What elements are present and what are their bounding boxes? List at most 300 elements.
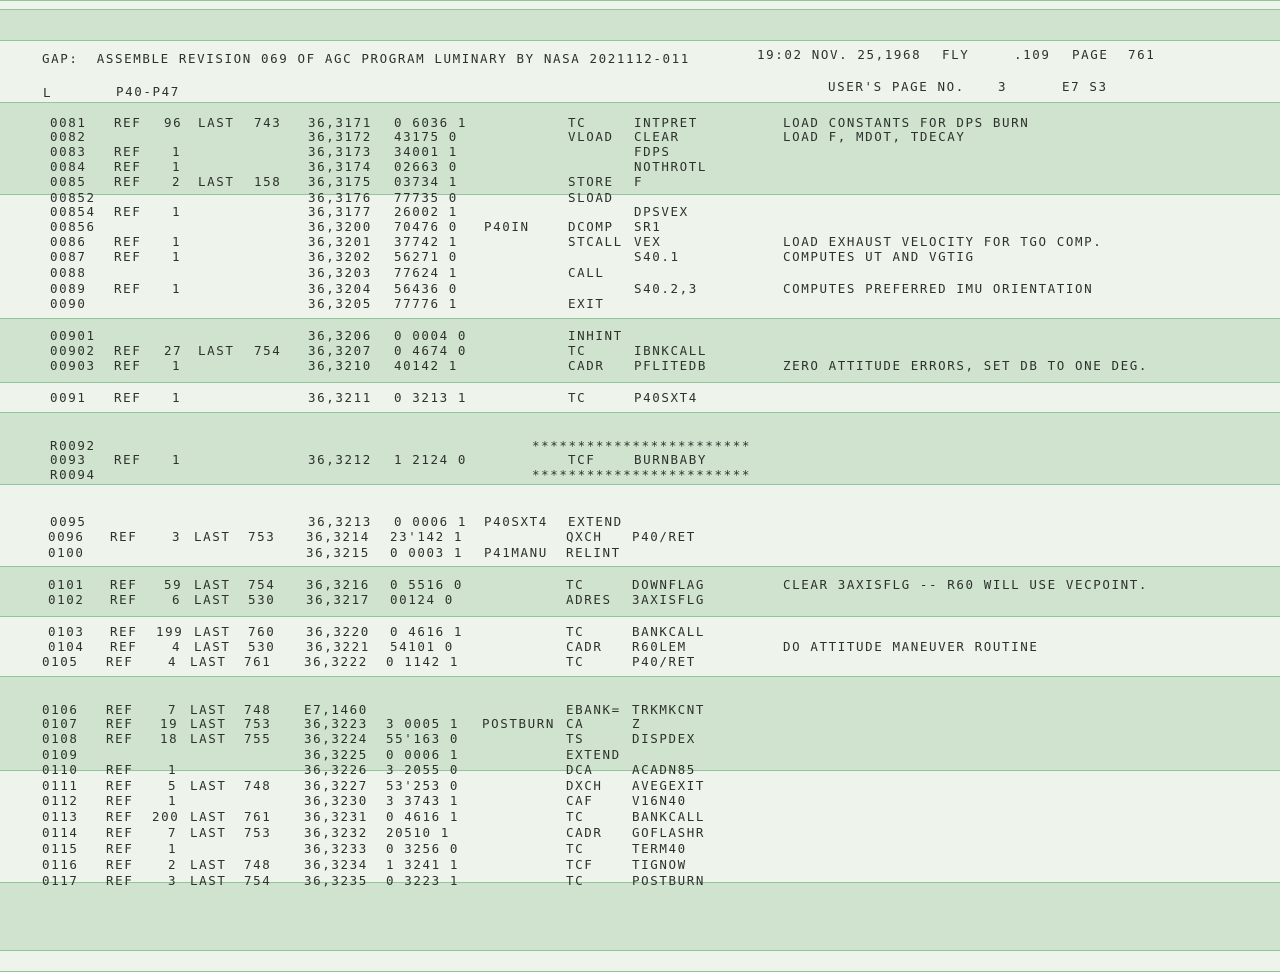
line-number: 0095 [50,514,87,529]
ref-count: 59 [164,577,183,592]
octal-word: 0 4616 1 [386,809,460,824]
last-page: 761 [244,654,272,669]
line-number: 0106 [42,702,79,717]
opcode: TC [568,115,587,130]
paper-band [0,882,1280,951]
last-page: 760 [248,624,276,639]
opcode: DCOMP [568,219,614,234]
ref-tag: REF [114,249,142,264]
operand: NOTHROTL [634,159,708,174]
operand: P40/RET [632,654,696,669]
page-label: PAGE [1072,47,1109,62]
ref-count: 1 [172,358,182,373]
ref-count: 3 [168,873,178,888]
ref-tag: REF [106,873,134,888]
last-page: 748 [244,778,272,793]
address: E7,1460 [304,702,368,717]
address: 36,3205 [308,296,372,311]
opcode: VLOAD [568,129,614,144]
octal-word: 0 4616 1 [390,624,464,639]
line-number: 00856 [50,219,96,234]
opcode: CADR [568,358,605,373]
line-number: 0116 [42,857,79,872]
line-number: 00903 [50,358,96,373]
line-number: 0108 [42,731,79,746]
comment: COMPUTES PREFERRED IMU ORIENTATION [783,281,1094,296]
address: 36,3235 [304,873,368,888]
ref-count: 18 [160,731,179,746]
address: 36,3212 [308,452,372,467]
line-number: 0096 [48,529,85,544]
line-number: 0110 [42,762,79,777]
address: 36,3227 [304,778,368,793]
line-number: 0089 [50,281,87,296]
ref-tag: REF [114,144,142,159]
octal-word: 3 3743 1 [386,793,460,808]
ref-count: 5 [168,778,178,793]
assembly-title: GAP: ASSEMBLE REVISION 069 OF AGC PROGRAM LUMINARY BY NASA 2021112-011 [42,51,690,66]
page-number: 761 [1128,47,1156,62]
ref-count: 27 [164,343,183,358]
octal-word: 00124 0 [390,592,454,607]
octal-word: 56271 0 [394,249,458,264]
address: 36,3234 [304,857,368,872]
octal-word: 0 5516 0 [390,577,464,592]
ref-tag: REF [110,592,138,607]
ref-tag: REF [106,793,134,808]
operand: F [634,174,644,189]
line-number: 0090 [50,296,87,311]
last-page: 754 [244,873,272,888]
octal-word: 0 0006 1 [386,747,460,762]
line-number: 0107 [42,716,79,731]
ref-tag: REF [114,452,142,467]
ref-count: 1 [168,841,178,856]
opcode: CADR [566,639,603,654]
octal-word: 0 6036 1 [394,115,468,130]
last-page: 754 [248,577,276,592]
last-tag: LAST [194,624,231,639]
line-number: 00854 [50,204,96,219]
users-page-number: 3 [998,79,1008,94]
octal-word: 70476 0 [394,219,458,234]
operand: R60LEM [632,639,687,654]
ref-count: 4 [168,654,178,669]
line-number: 0103 [48,624,85,639]
operand: BANKCALL [632,809,706,824]
address: 36,3211 [308,390,372,405]
octal-word: 3 0005 1 [386,716,460,731]
last-tag: LAST [190,809,227,824]
address: 36,3222 [304,654,368,669]
line-number: 0091 [50,390,87,405]
address: 36,3201 [308,234,372,249]
operand: DPSVEX [634,204,689,219]
ref-count: 1 [172,390,182,405]
address: 36,3220 [306,624,370,639]
line-number: 0112 [42,793,79,808]
ref-tag: REF [110,577,138,592]
octal-word: 77624 1 [394,265,458,280]
address: 36,3202 [308,249,372,264]
operand: S40.2,3 [634,281,698,296]
line-number: 0082 [50,129,87,144]
operand: FDPS [634,144,671,159]
opcode: CA [566,716,585,731]
line-number: 0084 [50,159,87,174]
last-tag: LAST [190,731,227,746]
octal-word: 23'142 1 [390,529,464,544]
address: 36,3231 [304,809,368,824]
opcode: SLOAD [568,190,614,205]
opcode: RELINT [566,545,621,560]
ref-tag: REF [114,281,142,296]
ref-tag: REF [106,778,134,793]
last-tag: LAST [194,577,231,592]
octal-word: 77735 0 [394,190,458,205]
line-number: 00852 [50,190,96,205]
ref-count: 1 [168,793,178,808]
line-number: 0083 [50,144,87,159]
opcode: CALL [568,265,605,280]
line-number: 0104 [48,639,85,654]
opcode: TC [566,873,585,888]
comment: CLEAR 3AXISFLG -- R60 WILL USE VECPOINT. [783,577,1149,592]
octal-word: 55'163 0 [386,731,460,746]
octal-word: 37742 1 [394,234,458,249]
ref-count: 1 [172,234,182,249]
line-number: 0086 [50,234,87,249]
line-number: 00901 [50,328,96,343]
octal-word: 02663 0 [394,159,458,174]
comment: ZERO ATTITUDE ERRORS, SET DB TO ONE DEG. [783,358,1149,373]
last-tag: LAST [194,639,231,654]
operand: CLEAR [634,129,680,144]
line-number: 0111 [42,778,79,793]
address: 36,3224 [304,731,368,746]
last-tag: LAST [190,857,227,872]
opcode: TC [566,577,585,592]
opcode: STORE [568,174,614,189]
last-page: 530 [248,639,276,654]
opcode: CAF [566,793,594,808]
operand: IBNKCALL [634,343,708,358]
comment: LOAD CONSTANTS FOR DPS BURN [783,115,1030,130]
label: POSTBURN [482,716,556,731]
opcode: EXTEND [566,747,621,762]
last-tag: LAST [198,343,235,358]
line-number: 0100 [48,545,85,560]
opcode: ************************ [532,467,752,482]
octal-word: 26002 1 [394,204,458,219]
ref-count: 1 [172,159,182,174]
paper-band [0,9,1280,41]
octal-word: 43175 0 [394,129,458,144]
operand: PFLITEDB [634,358,708,373]
ref-tag: REF [114,358,142,373]
address: 36,3221 [306,639,370,654]
opcode: TC [566,624,585,639]
address: 36,3206 [308,328,372,343]
operand: S40.1 [634,249,680,264]
last-tag: LAST [198,115,235,130]
operand: P40/RET [632,529,696,544]
address: 36,3215 [306,545,370,560]
opcode: TC [566,654,585,669]
operand: Z [632,716,642,731]
opcode: QXCH [566,529,603,544]
last-tag: LAST [194,529,231,544]
opcode: EXTEND [568,514,623,529]
octal-word: 20510 1 [386,825,450,840]
opcode: ************************ [532,438,752,453]
last-page: 754 [254,343,282,358]
code-label: .109 [1014,47,1051,62]
operand: DISPDEX [632,731,696,746]
users-page-label: USER'S PAGE NO. [828,79,965,94]
comment: DO ATTITUDE MANEUVER ROUTINE [783,639,1039,654]
address: 36,3225 [304,747,368,762]
last-tag: LAST [190,778,227,793]
ref-tag: REF [106,857,134,872]
ref-tag: REF [114,159,142,174]
address: 36,3214 [306,529,370,544]
ref-tag: REF [106,825,134,840]
address: 36,3175 [308,174,372,189]
opcode: EBANK= [566,702,621,717]
line-number: 0117 [42,873,79,888]
ref-tag: REF [114,204,142,219]
last-tag: LAST [194,592,231,607]
address: 36,3217 [306,592,370,607]
last-page: 753 [244,716,272,731]
last-tag: LAST [190,716,227,731]
line-number: 0102 [48,592,85,607]
bank-tags: E7 S3 [1062,79,1108,94]
ref-count: 2 [172,174,182,189]
ref-tag: REF [114,234,142,249]
octal-word: 0 0006 1 [394,514,468,529]
ref-tag: REF [106,762,134,777]
last-page: 743 [254,115,282,130]
octal-word: 0 1142 1 [386,654,460,669]
label: P40IN [484,219,530,234]
last-tag: LAST [190,654,227,669]
ref-count: 19 [160,716,179,731]
assembly-datetime: 19:02 NOV. 25,1968 [757,47,922,62]
line-number: 0085 [50,174,87,189]
opcode: TC [568,343,587,358]
line-number: 0113 [42,809,79,824]
opcode: DXCH [566,778,603,793]
line-number: 0101 [48,577,85,592]
ref-count: 1 [172,144,182,159]
ref-tag: REF [110,639,138,654]
octal-word: 0 3223 1 [386,873,460,888]
ref-tag: REF [106,716,134,731]
operand: BURNBABY [634,452,708,467]
opcode: TC [568,390,587,405]
octal-word: 77776 1 [394,296,458,311]
operand: P40SXT4 [634,390,698,405]
paper-band [0,950,1280,972]
ref-tag: REF [114,390,142,405]
last-page: 158 [254,174,282,189]
ref-count: 7 [168,825,178,840]
address: 36,3204 [308,281,372,296]
operand: AVEGEXIT [632,778,706,793]
address: 36,3200 [308,219,372,234]
address: 36,3203 [308,265,372,280]
opcode: TS [566,731,585,746]
octal-word: 54101 0 [390,639,454,654]
last-page: 761 [244,809,272,824]
last-tag: LAST [190,873,227,888]
line-number: 0081 [50,115,87,130]
ref-count: 96 [164,115,183,130]
last-page: 748 [244,702,272,717]
opcode: INHINT [568,328,623,343]
operand: TRKMKCNT [632,702,706,717]
line-number: R0094 [50,467,96,482]
ref-count: 200 [152,809,180,824]
address: 36,3226 [304,762,368,777]
operand: SR1 [634,219,662,234]
opcode: TC [566,841,585,856]
ref-count: 1 [172,452,182,467]
last-tag: LAST [198,174,235,189]
line-number: 0114 [42,825,79,840]
section-label: P40-P47 [116,84,180,99]
last-page: 753 [248,529,276,544]
comment: LOAD EXHAUST VELOCITY FOR TGO COMP. [783,234,1103,249]
line-number: 0088 [50,265,87,280]
address: 36,3176 [308,190,372,205]
address: 36,3172 [308,129,372,144]
last-tag: LAST [190,702,227,717]
operand: TERM40 [632,841,687,856]
octal-word: 40142 1 [394,358,458,373]
ref-tag: REF [106,731,134,746]
operand: BANKCALL [632,624,706,639]
opcode: TCF [566,857,594,872]
octal-word: 0 3213 1 [394,390,468,405]
ref-count: 1 [172,204,182,219]
ref-tag: REF [106,809,134,824]
opcode: ADRES [566,592,612,607]
octal-word: 0 3256 0 [386,841,460,856]
ref-count: 1 [168,762,178,777]
address: 36,3174 [308,159,372,174]
line-number: 00902 [50,343,96,358]
opcode: CADR [566,825,603,840]
octal-word: 3 2055 0 [386,762,460,777]
line-number: 0109 [42,747,79,762]
address: 36,3177 [308,204,372,219]
octal-word: 0 0004 0 [394,328,468,343]
opcode: DCA [566,762,594,777]
ref-tag: REF [114,115,142,130]
ref-tag: REF [106,654,134,669]
label: P41MANU [484,545,548,560]
label: P40SXT4 [484,514,548,529]
operand: GOFLASHR [632,825,706,840]
ref-tag: REF [106,841,134,856]
operand: POSTBURN [632,873,706,888]
opcode: STCALL [568,234,623,249]
operand: V16N40 [632,793,687,808]
operand: INTPRET [634,115,698,130]
operand: VEX [634,234,662,249]
line-number: 0093 [50,452,87,467]
address: 36,3210 [308,358,372,373]
ref-count: 1 [172,281,182,296]
ref-count: 1 [172,249,182,264]
last-page: 748 [244,857,272,872]
last-page: 755 [244,731,272,746]
address: 36,3171 [308,115,372,130]
address: 36,3230 [304,793,368,808]
last-page: 753 [244,825,272,840]
ref-count: 7 [168,702,178,717]
ref-tag: REF [114,343,142,358]
operand: DOWNFLAG [632,577,706,592]
ref-count: 2 [168,857,178,872]
comment: COMPUTES UT AND VGTIG [783,249,975,264]
operand: TIGNOW [632,857,687,872]
octal-word: 34001 1 [394,144,458,159]
octal-word: 56436 0 [394,281,458,296]
line-number: R0092 [50,438,96,453]
address: 36,3213 [308,514,372,529]
last-tag: LAST [190,825,227,840]
line-number: 0087 [50,249,87,264]
opcode: TC [566,809,585,824]
ref-tag: REF [106,702,134,717]
fly-label: FLY [942,47,970,62]
operand: 3AXISFLG [632,592,706,607]
listing-type: L [43,85,53,100]
last-page: 530 [248,592,276,607]
opcode: TCF [568,452,596,467]
ref-tag: REF [110,529,138,544]
address: 36,3207 [308,343,372,358]
line-number: 0105 [42,654,79,669]
paper-band [0,484,1280,567]
opcode: EXIT [568,296,605,311]
ref-count: 3 [172,529,182,544]
octal-word: 1 3241 1 [386,857,460,872]
comment: LOAD F, MDOT, TDECAY [783,129,966,144]
octal-word: 1 2124 0 [394,452,468,467]
ref-tag: REF [114,174,142,189]
ref-count: 6 [172,592,182,607]
address: 36,3173 [308,144,372,159]
address: 36,3233 [304,841,368,856]
octal-word: 03734 1 [394,174,458,189]
octal-word: 53'253 0 [386,778,460,793]
address: 36,3232 [304,825,368,840]
operand: ACADN85 [632,762,696,777]
ref-count: 4 [172,639,182,654]
ref-count: 199 [156,624,184,639]
ref-tag: REF [110,624,138,639]
address: 36,3216 [306,577,370,592]
line-number: 0115 [42,841,79,856]
address: 36,3223 [304,716,368,731]
octal-word: 0 0003 1 [390,545,464,560]
octal-word: 0 4674 0 [394,343,468,358]
